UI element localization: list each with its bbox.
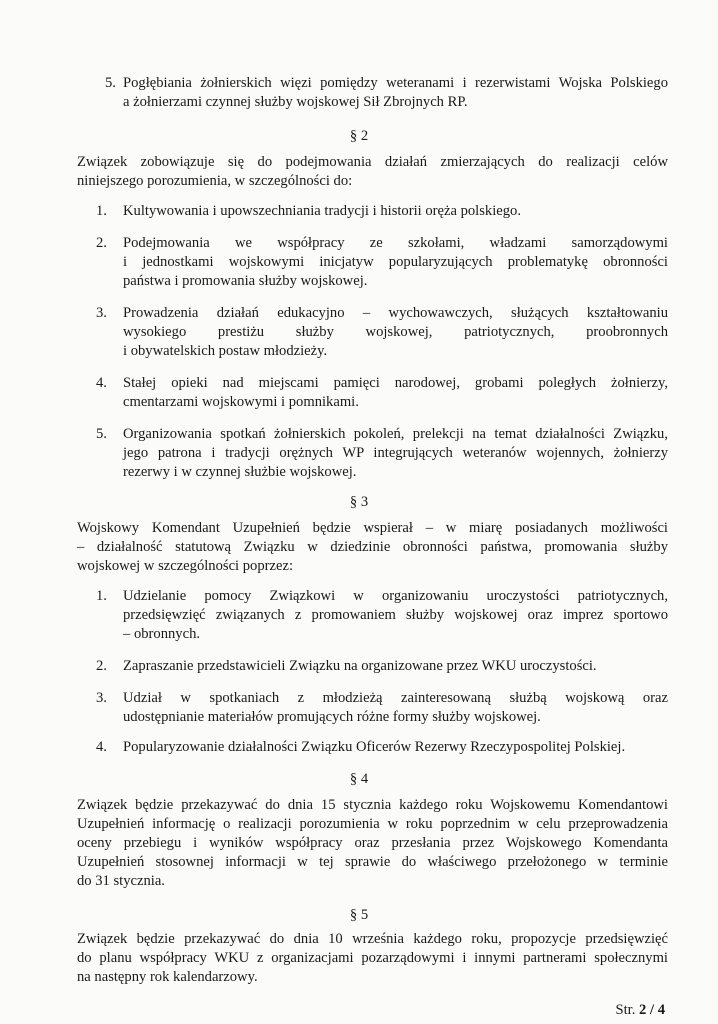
list-item-text: i obywatelskich postaw młodzieży. — [123, 343, 328, 359]
list-item-text: Udzielanie pomocy Związkowi w organizowaniu uroczystości patriotycznych, — [123, 588, 668, 604]
list-item-text: Udział w spotkaniach z młodzieżą zainteresowaną służbą wojskową oraz — [123, 690, 668, 706]
list-item-text: wysokiego prestiżu służby wojskowej, patriotycznych, proobronnych — [123, 324, 668, 340]
page-number-prefix: Str. — [615, 1002, 636, 1018]
list-item-text: Prowadzenia działań edukacyjno – wychowawczych, służących kształtowaniu — [123, 305, 668, 321]
list-number: 3. — [96, 305, 107, 321]
list-item-text: a żołnierzami czynnej służby wojskowej Sił Zbrojnych RP. — [123, 94, 468, 110]
paragraph-line: do planu współpracy WKU z organizacjami pozarządowymi i innymi partnerami społecznymi — [77, 950, 668, 966]
paragraph-line: na następny rok kalendarzowy. — [77, 969, 258, 985]
section-heading: § 2 — [349, 128, 369, 144]
paragraph-line: Uzupełnień stosownej informacji w tej sprawie do właściwego przełożonego w terminie — [77, 854, 668, 870]
paragraph-line: oceny przebiegu i wyników współpracy oraz przesłania przez Wojskowego Komendanta — [77, 835, 668, 851]
list-item-text: Popularyzowanie działalności Związku Oficerów Rezerwy Rzeczypospolitej Polskiej. — [123, 739, 626, 755]
paragraph-line: Wojskowy Komendant Uzupełnień będzie wspierał – w miarę posiadanych możliwości — [77, 520, 668, 536]
list-item-text: jego patrona i tradycji orężnych WP integrujących weteranów wojennych, żołnierzy — [123, 445, 668, 461]
paragraph-line: Związek zobowiązuje się do podejmowania działań zmierzających do realizacji celów — [77, 154, 668, 170]
list-item-text: udostępnianie materiałów promujących różne formy służby wojskowej. — [123, 709, 541, 725]
list-item-text: – obronnych. — [123, 626, 201, 642]
list-number: 1. — [96, 203, 107, 219]
list-number: 4. — [96, 375, 107, 391]
list-item-text: państwa i promowania służby wojskowej. — [123, 273, 368, 289]
list-item-text: przedsięwzięć związanych z promowaniem służby wojskowej oraz imprez sportowo — [123, 607, 668, 623]
list-item-text: Podejmowania we współpracy ze szkołami, władzami samorządowymi — [123, 235, 668, 251]
paragraph-line: Związek będzie przekazywać do dnia 10 września każdego roku, propozycje przedsięwzięć — [77, 931, 668, 947]
list-number: 1. — [96, 588, 107, 604]
paragraph-line: Związek będzie przekazywać do dnia 15 stycznia każdego roku Wojskowemu Komendantowi — [77, 797, 668, 813]
list-number: 2. — [96, 235, 107, 251]
section-heading: § 3 — [349, 494, 369, 510]
list-item-text: Stałej opieki nad miejscami pamięci narodowej, grobami poległych żołnierzy, — [123, 375, 668, 391]
page-number-value: 2 / 4 — [639, 1002, 665, 1018]
paragraph-line: – działalność statutową Związku w dziedzinie obronności państwa, promowania służby — [77, 539, 668, 555]
list-number: 5. — [96, 426, 107, 442]
paragraph-line: do 31 stycznia. — [77, 873, 165, 889]
list-item-text: Kultywowania i upowszechniania tradycji i historii oręża polskiego. — [123, 203, 521, 219]
paragraph-line: wojskowej w szczególności poprzez: — [77, 558, 293, 574]
list-item-text: Organizowania spotkań żołnierskich pokoleń, prelekcji na temat działalności Związku, — [123, 426, 668, 442]
section-heading: § 5 — [349, 907, 369, 923]
paragraph-line: Uzupełnień informację o realizacji porozumienia w roku poprzednim w celu przeprowadzenia — [77, 816, 668, 832]
list-item-text: cmentarzami wojskowymi i pomnikami. — [123, 394, 359, 410]
list-number: 2. — [96, 658, 107, 674]
list-item-text: rezerwy i w czynnej służbie wojskowej. — [123, 464, 357, 480]
list-item-text: Pogłębiania żołnierskich więzi pomiędzy weteranami i rezerwistami Wojska Polskiego — [123, 75, 668, 91]
list-number: 3. — [96, 690, 107, 706]
section-heading: § 4 — [349, 771, 369, 787]
page-number — [616, 1002, 665, 1019]
list-item-text: Zapraszanie przedstawicieli Związku na organizowane przez WKU uroczystości. — [123, 658, 597, 674]
paragraph-line: niniejszego porozumienia, w szczególności do: — [77, 173, 353, 189]
list-item-text: i jednostkami wojskowymi inicjatyw popularyzujących problematykę obronności — [123, 254, 668, 270]
list-number: 5. — [105, 75, 116, 91]
list-number: 4. — [96, 739, 107, 755]
